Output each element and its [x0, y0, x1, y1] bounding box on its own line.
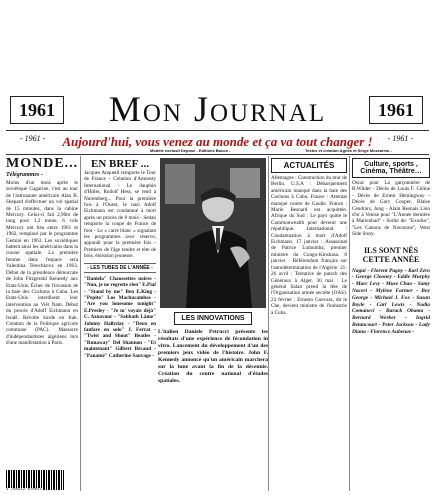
actualites-column [271, 158, 347, 488]
en-bref-header: EN BREF ... [91, 158, 149, 170]
model-credit: Modèle exclusif Déposé - Editions Bacon - [150, 148, 231, 153]
barcode-image [6, 470, 64, 490]
born-header: ILS SONT NÉS CETTE ANNÉE [362, 245, 420, 264]
en-bref-column [84, 158, 156, 488]
monde-header: MONDE... [6, 156, 78, 171]
actualites-text: Allemagne : Construction du mur de Berlin. U.S.A : Débarquement américain manqué dans la baie des Cochons à Cuba. France : Attentat manqué contre de Gaulle. France : Marie Besnard est acquittée. Afrique du Sud : Le pays quitte le Commonwealth pour devenir une république. International : Condamnation à mort d'Adolf Eichmann. 17 janvier : Assassinat de Patrice Lumumba, premier ministre du Congo-Kinshasa. 8 janvier : Référendum français sur l'autodétermination de l'Algérie. 21-26 avril : Tentative de putsch des Généraux à Alger. 30 mai : Le général Salan prend la tête de l'Organisation armée secrète (OAS). 23 février : Ernesto Guevara, dit le Che, devient ministre de l'industrie à Cuba. [271, 175, 347, 316]
culture-column [352, 158, 430, 488]
monde-text: Moins d'un mois après le soviétique Gagarine, c'est au tour de l'astronaute américain Alan B. Shepard d'effectuer un vol spatial de 15 minutes, dans la cabine Mercury. Celui-ci fait 2,90m de long pour 1,2 tonne. 6 vols Mercury ont lieu entre 1961 et 1962, remplacé par le programme Gemini en 1963. Les soviétiques battent ainsi les américains dans la course spatiale. La première femme dans l'espace sera Valentina Terechkova en 1963. Début de la présidence démocrate de John Fitzgerald Kennedy aux Etats-Unis. Échec de l'invasion de la baie des Cochons à Cuba. Les Etats-Unis interdisent leur intervention au Viêt Nam. Début du procès d'Adolf Eichmann en Israël. Révolte kurde en Irak. Création de la Politique agricole commune (PAC). Massacre d'indépendantistes algériens lors d'une manifestation à Paris. [6, 180, 78, 347]
year-badge-left: 1961 [10, 96, 64, 124]
slogan: Aujourd'hui, vous venez au monde et ça va tout changer ! [62, 134, 373, 149]
telegrams-subheader: Télégrammes - [6, 172, 43, 178]
column-divider [80, 156, 81, 491]
header-rule [6, 154, 429, 155]
text-credit: Textes et création Agnès et Serge Mozzarino - [305, 148, 392, 153]
born-text: Naguï - Florent Pagny - Karl Zéro - George Clooney - Eddie Murphy - Marc Levy - Muse Chao - Samy Naceri - Mylène Farmer - Boy George - Michael J. Fox - Susan Boyle - Carl Lewis - Nadia Comaneci - Barack Obama - Bernard Werber - Ingrid Betancourt - Peter Jackson - Lady Diana - Florence Aubenas - [352, 267, 430, 335]
actualites-header: ACTUALITÉS [271, 158, 347, 173]
edition-year-right: - 1961 - [387, 134, 413, 143]
kennedy-photo [160, 158, 266, 308]
newspaper-title: Mon Journal [108, 89, 327, 129]
column-divider [268, 156, 269, 491]
innovations-text: L'italien Daniele Petrucci présente les résultats d'une expérience de fécondation in vitro. Lancement du développement d'un des premiers jeux vidéo de l'histoire. John F. Kennedy annonce qu'un américain marchera sur la lune avant la fin de la décennie. Création du centre national d'études spatiales. [158, 329, 268, 384]
portrait-silhouette [160, 158, 266, 308]
barcode-number: 3 760212 670011 [6, 488, 43, 492]
innovations-column [158, 310, 268, 488]
edition-year-left: - 1961 - [20, 134, 46, 143]
en-bref-text: Jacques Anquetil remporte le Tour de France - Création d'Amnesty International - Le dauphin d'Hitler, Rudolf Hess, se rend à Nuremberg... Pour la première fois à l'Ouest, le nazi Adolf Eichmann est condamné à mort après un procès de 8 mois - Sedan remporte la coupe de France de foot - Le « carré blanc » signalant les programmes avec réserve, apparaît pour la première fois - Premiers de l'âge tendre et tête de bois, émission jeunesse. [84, 170, 156, 260]
monde-column [6, 156, 78, 481]
tubes-header: - LES TUBES DE L'ANNÉE - [84, 263, 156, 273]
innovations-header: LES INNOVATIONS [174, 312, 252, 325]
culture-text: Oscar pour La garçonnière de B.Wilder - Décès de Louis F. Céline - Décès de Ernest Hemingway - Décès de Gary Cooper, Blaise Cendrars, Jung - Alain Resnais Lion d'or à Venise pour "L'Année dernière à Marienbad" - Sortie de: "Exodus", "Les Canons de Navarone", West Side Story. [352, 180, 430, 238]
top-rule [6, 130, 429, 131]
culture-header: Culture, sports , Cinéma, Théâtre… [352, 158, 430, 178]
tubes-text: "Daniela" Chaussettes noires - "Non, je ne regrette rien" E.Piaf - "Stand by me" Ben E.King - "Pepito" Los Machucambos - "Are you lonesome tonight" E.Presley - "Je m' voyais déjà" C. Aznavour - "Sabbath Lâme" Johnny Hallyday - "Deux en fanfare en solo" J. Ferrat - "Twist and Shout" Beatles - "Runaway" Del Shannon - "Et maintenant" Gilbert Bécaud - "Panamé" Catherine Sauvage - [84, 275, 156, 359]
year-badge-right: 1961 [369, 96, 423, 124]
column-divider [349, 156, 350, 491]
